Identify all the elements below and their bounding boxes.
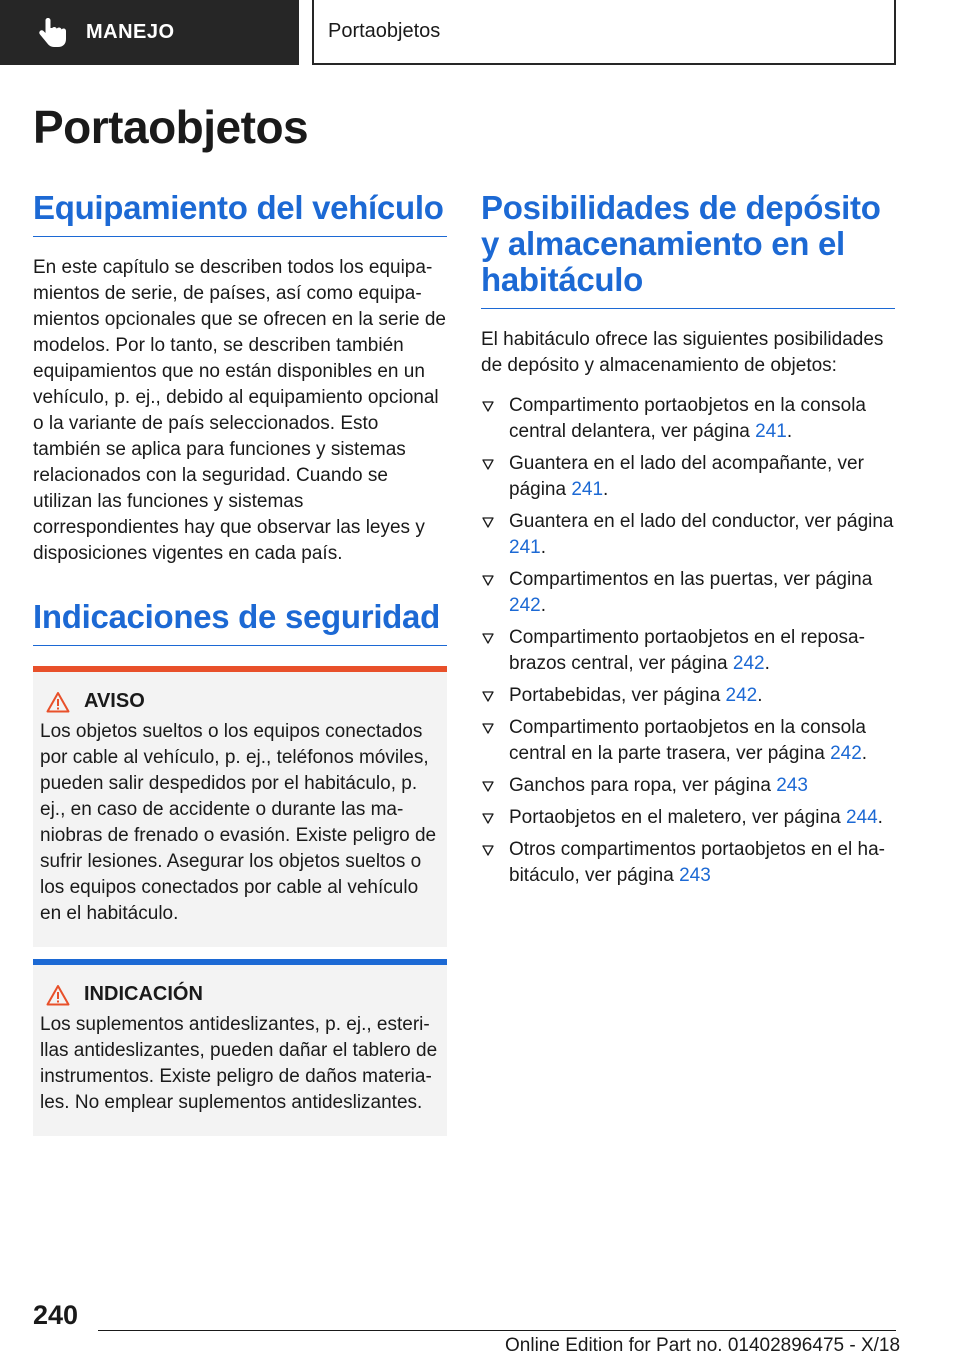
list-item-end: .	[757, 685, 763, 706]
list-item	[481, 773, 895, 799]
list-item	[481, 509, 895, 561]
list-item-end: .	[540, 595, 546, 616]
list-item-end: .	[540, 537, 546, 558]
note-text: Los suplementos antideslizantes, p. ej., esterillas antideslizantes, pueden dañar el tablero de instrumentos. Existe peligro de daños materiales. No emplear suplementos antideslizantes.	[40, 1014, 438, 1113]
footer-edition: Online Edition for Part no. 01402896475 - X/18	[505, 1335, 901, 1356]
section-label: MANEJO	[86, 21, 175, 43]
page-link[interactable]: 243	[679, 865, 711, 886]
list-item	[481, 451, 895, 503]
list-item-end: .	[861, 743, 868, 764]
storage-list	[481, 393, 895, 889]
triangle-bullet-icon	[482, 633, 494, 644]
section-title-equipment: Equipamiento del vehículo	[33, 190, 447, 237]
list-item-text: Otros compartimentos portaobjetos en el habitáculo, ver página	[509, 839, 885, 886]
page-link[interactable]: 242	[509, 595, 541, 616]
page-link[interactable]: 241	[571, 479, 604, 500]
page-number: 240	[33, 1300, 79, 1330]
list-item	[481, 805, 895, 831]
warning-triangle-icon	[46, 984, 70, 1006]
section-tab[interactable]	[0, 0, 299, 65]
section-title-storage: Posibilidades de depósito y almacenamiento en el habitáculo	[481, 190, 895, 309]
page-link[interactable]: 243	[776, 775, 808, 796]
list-item-text: Guantera en el lado del acompañante, ver página	[509, 453, 864, 500]
warning-text: Los objetos sueltos o los equipos conectados por cable al vehículo, p. ej., teléfonos móviles, pueden salir despedidos por el habitáculo, p. ej., en caso de accidente o durante las maniobras de frenado o evasión. Existe peligro de sufrir lesiones. Asegurar los objetos sueltos o los equipos conectados por cable al vehículo en el habitáculo.	[40, 721, 437, 924]
list-item	[481, 715, 895, 767]
warning-title: AVISO	[84, 690, 145, 712]
pointing-hand-icon	[38, 16, 68, 50]
equipment-paragraph: En este capítulo se describen todos los equipamientos de serie, de países, así como equipamientos opcionales que se ofrecen en la serie de modelos. Por lo tanto, se describen también equipamientos que no están disponibles en un vehículo, p. ej., debido al equipamiento opcional o la variante de país seleccionados. Esto también se aplica para funciones y sistemas relacionados con la seguridad. Cuando se utilizan las funciones y sistemas correspondientes hay que observar las leyes y disposiciones vigentes en cada país.	[33, 257, 446, 564]
note-header	[40, 983, 439, 1006]
list-item	[481, 683, 895, 709]
page-link[interactable]: 242	[725, 685, 758, 706]
note-title: INDICACIÓN	[84, 983, 203, 1005]
triangle-bullet-icon	[482, 691, 494, 702]
chapter-label: Portaobjetos	[328, 20, 441, 42]
list-item	[481, 567, 895, 619]
note-box	[33, 959, 447, 1136]
list-item	[481, 625, 895, 677]
page-link[interactable]: 244	[845, 807, 878, 828]
warning-header	[40, 690, 439, 713]
warning-box	[33, 666, 447, 947]
chapter-header	[312, 0, 896, 65]
list-item-text: Guantera en el lado del conductor, ver página	[509, 511, 894, 532]
list-item-text: Ganchos para ropa, ver página	[509, 775, 777, 796]
triangle-bullet-icon	[482, 459, 494, 470]
list-item-end: .	[786, 421, 793, 442]
page-link[interactable]: 241	[509, 537, 541, 558]
page-link[interactable]: 242	[830, 743, 862, 764]
list-item	[481, 393, 895, 445]
warning-triangle-icon	[46, 691, 70, 713]
triangle-bullet-icon	[482, 845, 494, 856]
triangle-bullet-icon	[482, 575, 494, 586]
list-item-end: .	[764, 653, 770, 674]
list-item-text: Compartimento portaobjetos en el reposabrazos central, ver página	[509, 627, 865, 674]
list-item-text: Compartimento portaobjetos en la consola central en la parte trasera, ver página	[509, 717, 866, 764]
list-item-text: Portabebidas, ver página	[509, 685, 726, 706]
list-item-text: Compartimentos en las puertas, ver página	[509, 569, 873, 590]
triangle-bullet-icon	[482, 781, 494, 792]
left-column	[33, 190, 447, 1136]
list-item	[481, 837, 895, 889]
page-link[interactable]: 242	[732, 653, 765, 674]
triangle-bullet-icon	[482, 723, 494, 734]
right-column	[481, 190, 895, 895]
list-item-text: Compartimento portaobjetos en la consola central delantera, ver página	[509, 395, 866, 442]
page-link[interactable]: 241	[755, 421, 787, 442]
section-title-safety: Indicaciones de seguridad	[33, 599, 447, 646]
triangle-bullet-icon	[482, 813, 494, 824]
list-item-end: .	[877, 807, 883, 828]
page-title: Portaobjetos	[33, 101, 309, 153]
footer-rule	[98, 1330, 896, 1331]
triangle-bullet-icon	[482, 517, 494, 528]
triangle-bullet-icon	[482, 401, 494, 412]
list-item-text: Portaobjetos en el maletero, ver página	[509, 807, 846, 828]
storage-intro: El habitáculo ofrece las siguientes posibilidades de depósito y almacenamiento de objetos:	[481, 329, 884, 376]
list-item-end: .	[603, 479, 609, 500]
